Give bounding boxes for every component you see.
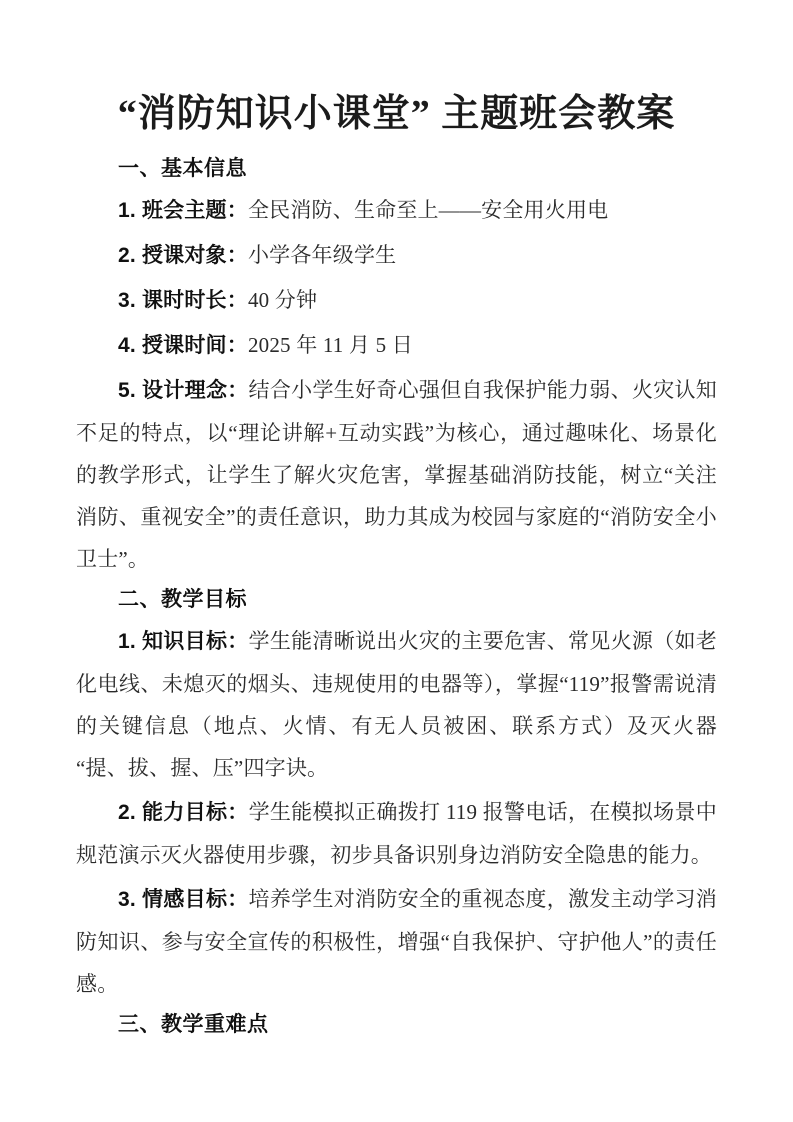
paragraph-text: 学生能清晰说出火灾的主要危害、常见火源（如老化电线、未熄灭的烟头、违规使用的电器等），掌握“119”报警需说清的关键信息（地点、火情、有无人员被困、联系方式）及灭火器“提、拔、握、压”四字诀。 — [76, 629, 717, 780]
paragraph-text: 结合小学生好奇心强但自我保护能力弱、火灾认知不足的特点，以“理论讲解+互动实践”为核心，通过趣味化、场景化的教学形式，让学生了解火灾危害，掌握基础消防技能，树立“关注消防、重视安全”的责任意识，助力其成为校园与家庭的“消防安全小卫士”。 — [76, 378, 717, 571]
paragraph-text: 培养学生对消防安全的重视态度，激发主动学习消防知识、参与安全宣传的积极性，增强“自我保护、守护他人”的责任感。 — [76, 887, 717, 996]
document-title: “消防知识小课堂” 主题班会教案 — [117, 93, 676, 135]
paragraph-label: 4. 授课时间： — [118, 334, 248, 357]
paragraph-label: 5. 设计理念： — [118, 379, 249, 402]
paragraph-label: 3. 情感目标： — [118, 888, 249, 911]
paragraph-label: 1. 班会主题： — [118, 199, 248, 222]
section-heading-key-difficulties: 三、教学重难点 — [118, 1013, 269, 1036]
paragraph-text: 2025 年 11 月 5 日 — [247, 333, 413, 357]
paragraph-knowledge-goal — [76, 620, 717, 789]
paragraph-design-concept — [76, 369, 717, 580]
paragraph-date — [76, 324, 717, 367]
paragraph-audience — [76, 234, 717, 277]
paragraph-label: 2. 能力目标： — [118, 801, 249, 824]
paragraph-label: 2. 授课对象： — [118, 244, 248, 267]
paragraph-duration — [76, 279, 717, 322]
paragraph-text: 40 分钟 — [247, 288, 318, 312]
paragraph-emotion-goal — [76, 878, 717, 1005]
paragraph-text: 小学各年级学生 — [247, 243, 397, 267]
section-heading-teaching-goals: 二、教学目标 — [118, 588, 247, 611]
paragraph-label: 3. 课时时长： — [118, 289, 248, 312]
paragraph-label: 1. 知识目标： — [118, 630, 249, 653]
paragraph-ability-goal — [76, 791, 717, 876]
paragraph-class-topic — [76, 189, 717, 232]
paragraph-text: 学生能模拟正确拨打 119 报警电话，在模拟场景中规范演示灭火器使用步骤，初步具备识别身边消防安全隐患的能力。 — [76, 800, 717, 867]
section-heading-basic-info: 一、基本信息 — [118, 157, 247, 180]
paragraph-text: 全民消防、生命至上——安全用火用电 — [247, 198, 609, 222]
